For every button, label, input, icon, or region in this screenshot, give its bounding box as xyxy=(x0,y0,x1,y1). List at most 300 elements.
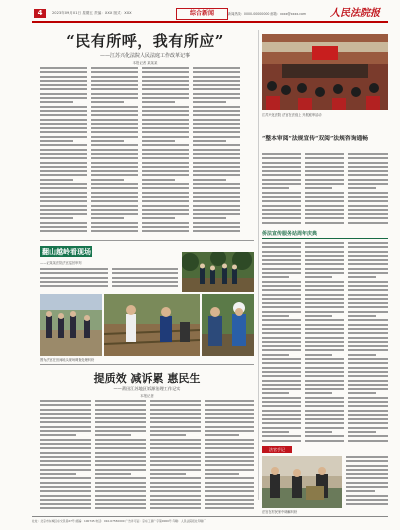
text-line xyxy=(40,80,87,82)
feature-photo-caption: 图为法官在田间地头现场调查处理纠纷 xyxy=(40,358,95,362)
bottom-byline: 本报记者 xyxy=(140,394,154,398)
text-line xyxy=(305,311,344,313)
text-line xyxy=(262,375,301,377)
text-line xyxy=(348,217,388,219)
text-line xyxy=(40,413,91,415)
text-line xyxy=(262,298,301,300)
text-line xyxy=(348,246,388,248)
text-line xyxy=(262,410,301,412)
text-line xyxy=(262,435,301,437)
feature-column-1 xyxy=(40,268,108,290)
text-line xyxy=(150,477,201,479)
text-line xyxy=(142,213,189,215)
text-line xyxy=(262,170,301,172)
text-line xyxy=(346,503,388,505)
text-line xyxy=(348,289,388,291)
right-banner: 侨法宣传服务站周年庆典 xyxy=(262,231,318,237)
text-line xyxy=(262,384,301,386)
text-line xyxy=(193,149,240,151)
text-line xyxy=(348,349,388,351)
text-line xyxy=(40,268,108,270)
text-line xyxy=(262,401,301,403)
text-line xyxy=(40,477,91,479)
text-line xyxy=(305,276,332,278)
text-line xyxy=(91,149,138,151)
text-line xyxy=(95,430,146,432)
courtroom-photo xyxy=(262,34,388,110)
text-line xyxy=(262,255,301,257)
text-line xyxy=(262,354,289,356)
text-line xyxy=(95,426,146,428)
text-line xyxy=(150,456,201,458)
text-line xyxy=(193,110,240,112)
text-line xyxy=(348,435,388,437)
text-line xyxy=(348,324,388,326)
text-line xyxy=(305,410,344,412)
text-line xyxy=(262,431,289,433)
text-line xyxy=(40,507,91,509)
text-line xyxy=(40,439,91,441)
text-line xyxy=(205,499,254,501)
text-line xyxy=(150,417,201,419)
text-line xyxy=(305,349,344,351)
text-line xyxy=(348,345,388,347)
text-line xyxy=(40,93,87,95)
text-line xyxy=(305,255,344,257)
text-line xyxy=(40,464,91,466)
text-line xyxy=(348,200,388,202)
text-line xyxy=(305,354,332,356)
text-line xyxy=(150,507,201,509)
text-line xyxy=(91,166,138,168)
text-line xyxy=(305,166,344,168)
text-line xyxy=(142,192,189,194)
text-line xyxy=(91,174,138,176)
text-line xyxy=(40,460,91,462)
text-line xyxy=(348,414,388,416)
text-line xyxy=(40,417,91,419)
text-line xyxy=(348,268,388,270)
text-line xyxy=(40,443,91,445)
text-line xyxy=(40,421,91,423)
text-line xyxy=(305,272,344,274)
text-line xyxy=(262,263,301,265)
text-line xyxy=(193,226,240,228)
lead-byline: 本报记者 某某某 xyxy=(132,61,158,65)
text-line xyxy=(305,251,344,253)
text-line xyxy=(205,503,254,505)
text-line xyxy=(348,410,388,412)
text-line xyxy=(193,170,240,172)
text-line xyxy=(91,162,138,164)
text-line xyxy=(348,315,376,317)
text-line xyxy=(193,88,240,90)
text-line xyxy=(262,306,301,308)
text-line xyxy=(305,418,344,420)
text-line xyxy=(348,298,388,300)
text-line xyxy=(193,144,240,146)
text-line xyxy=(205,426,254,428)
text-line xyxy=(142,88,189,90)
text-line xyxy=(40,144,87,146)
text-line xyxy=(40,183,87,185)
text-line xyxy=(262,418,301,420)
text-line xyxy=(305,153,344,155)
text-line xyxy=(95,507,146,509)
text-line xyxy=(193,106,240,108)
text-line xyxy=(348,281,388,283)
text-line xyxy=(205,460,254,462)
text-line xyxy=(262,192,301,194)
text-line xyxy=(348,242,388,244)
text-line xyxy=(205,400,254,402)
text-line xyxy=(40,209,87,211)
text-line xyxy=(40,110,87,112)
text-line xyxy=(305,294,344,296)
text-line xyxy=(262,311,301,313)
text-line xyxy=(305,187,332,189)
text-line xyxy=(205,447,254,449)
text-line xyxy=(40,114,87,116)
text-line xyxy=(150,430,201,432)
text-line xyxy=(193,183,240,185)
text-line xyxy=(262,388,301,390)
text-line xyxy=(346,495,388,497)
text-line xyxy=(142,187,189,189)
text-line xyxy=(142,200,189,202)
text-line xyxy=(205,434,239,436)
text-line xyxy=(142,101,175,103)
text-line xyxy=(193,217,226,219)
footer-text: 社址：北京市东城区东交民巷27号 邮编：100745 电话：010-67550000 广告许可证：京东工商广字第0000号 印刷：人民法院报社印刷厂 xyxy=(32,519,207,523)
text-line xyxy=(262,440,301,442)
text-line xyxy=(262,200,301,202)
text-line xyxy=(262,213,301,215)
text-line xyxy=(150,490,201,492)
text-line xyxy=(205,456,254,458)
text-line xyxy=(40,404,91,406)
text-line xyxy=(95,434,131,436)
text-line xyxy=(142,127,189,129)
text-line xyxy=(305,422,344,424)
text-line xyxy=(305,332,344,334)
text-line xyxy=(305,319,344,321)
text-line xyxy=(305,397,344,399)
text-line xyxy=(205,443,254,445)
text-line xyxy=(40,226,87,228)
text-line xyxy=(348,311,388,313)
text-line xyxy=(91,119,138,121)
text-line xyxy=(262,349,301,351)
text-line xyxy=(262,337,301,339)
text-line xyxy=(91,157,138,159)
text-line xyxy=(348,179,388,181)
text-line xyxy=(348,222,388,224)
text-line xyxy=(305,298,344,300)
text-line xyxy=(205,507,254,509)
contact-line: 新闻热线：0000-00000000 邮箱：xxxx@xxxx.com xyxy=(228,12,307,16)
text-line xyxy=(40,106,87,108)
text-line xyxy=(193,162,240,164)
text-line xyxy=(262,242,301,244)
text-line xyxy=(305,289,344,291)
text-line xyxy=(348,187,376,189)
text-line xyxy=(346,486,388,488)
feature-photo-village xyxy=(40,294,102,356)
text-line xyxy=(95,447,146,449)
text-line xyxy=(40,452,91,454)
text-line xyxy=(348,259,388,261)
text-line xyxy=(205,464,254,466)
feature-photo-field xyxy=(104,294,200,356)
text-line xyxy=(150,495,201,497)
bottom-subheadline: ——莆田江苏地区诉源治理工作记实 xyxy=(113,386,181,391)
text-line xyxy=(305,401,344,403)
text-line xyxy=(205,404,254,406)
text-line xyxy=(142,183,189,185)
text-line xyxy=(305,414,344,416)
text-line xyxy=(348,418,388,420)
text-line xyxy=(91,187,138,189)
text-line xyxy=(348,354,376,356)
text-line xyxy=(305,435,344,437)
text-line xyxy=(262,362,301,364)
text-line xyxy=(91,209,138,211)
text-line xyxy=(348,183,388,185)
text-line xyxy=(348,174,388,176)
text-line xyxy=(348,388,388,390)
text-line xyxy=(142,196,189,198)
text-line xyxy=(150,464,201,466)
text-line xyxy=(305,380,344,382)
footer-rule xyxy=(32,516,388,517)
text-line xyxy=(142,131,189,133)
text-line xyxy=(305,174,344,176)
text-line xyxy=(305,358,344,360)
text-line xyxy=(95,443,146,445)
text-line xyxy=(193,136,240,138)
text-line xyxy=(150,473,186,475)
text-line xyxy=(262,397,301,399)
text-line xyxy=(262,319,301,321)
text-line xyxy=(193,84,240,86)
text-line xyxy=(150,439,201,441)
text-line xyxy=(95,499,146,501)
bottom-headline: 提质效 减诉累 惠民生 xyxy=(93,372,201,385)
text-line xyxy=(95,464,146,466)
text-line xyxy=(348,205,388,207)
text-line xyxy=(150,503,201,505)
text-line xyxy=(150,469,201,471)
right-story-column-1 xyxy=(262,153,301,225)
text-line xyxy=(262,205,301,207)
text-line xyxy=(95,400,146,402)
text-line xyxy=(95,413,146,415)
text-line xyxy=(262,367,301,369)
right-mid-column-3 xyxy=(348,242,388,442)
text-line xyxy=(91,67,138,69)
text-line xyxy=(193,209,240,211)
text-line xyxy=(262,380,301,382)
text-line xyxy=(91,200,138,202)
text-line xyxy=(40,482,91,484)
text-line xyxy=(305,213,344,215)
text-line xyxy=(95,469,146,471)
text-line xyxy=(346,499,388,501)
text-line xyxy=(142,140,175,142)
text-line xyxy=(262,179,301,181)
text-line xyxy=(348,263,388,265)
text-line xyxy=(262,187,289,189)
text-line xyxy=(142,136,189,138)
text-line xyxy=(348,328,388,330)
text-line xyxy=(91,97,138,99)
text-line xyxy=(305,217,344,219)
text-line xyxy=(305,246,344,248)
text-line xyxy=(40,123,87,125)
text-line xyxy=(142,76,189,78)
text-line xyxy=(91,127,138,129)
text-line xyxy=(348,362,388,364)
bottom-column-1 xyxy=(40,400,91,512)
text-line xyxy=(305,324,344,326)
text-line xyxy=(262,251,301,253)
text-line xyxy=(40,136,87,138)
right-banner-rule xyxy=(262,238,388,239)
text-line xyxy=(262,345,301,347)
text-line xyxy=(112,268,178,270)
feature-photo-forest xyxy=(182,252,254,292)
text-line xyxy=(91,226,138,228)
text-line xyxy=(205,452,254,454)
text-line xyxy=(40,217,73,219)
text-line xyxy=(348,209,388,211)
text-line xyxy=(40,213,87,215)
text-line xyxy=(262,422,301,424)
lead-headline: “民有所呼，我有所应” xyxy=(66,32,224,50)
text-line xyxy=(205,495,254,497)
text-line xyxy=(348,380,388,382)
text-line xyxy=(91,84,138,86)
text-line xyxy=(40,456,91,458)
text-line xyxy=(142,67,189,69)
text-line xyxy=(305,337,344,339)
text-line xyxy=(346,465,388,467)
text-line xyxy=(346,473,388,475)
text-line xyxy=(262,166,301,168)
bottom-column-3 xyxy=(150,400,201,512)
text-line xyxy=(91,196,138,198)
text-line xyxy=(193,196,240,198)
text-line xyxy=(305,170,344,172)
right-story-column-2 xyxy=(305,153,344,225)
text-line xyxy=(346,460,388,462)
text-line xyxy=(40,157,87,159)
text-line xyxy=(40,400,91,402)
text-line xyxy=(348,192,388,194)
text-line xyxy=(262,414,301,416)
text-line xyxy=(348,319,388,321)
text-line xyxy=(95,409,146,411)
text-line xyxy=(150,434,186,436)
section-tag: 综合新闻 xyxy=(176,8,228,20)
text-line xyxy=(193,179,226,181)
text-line xyxy=(193,140,226,142)
text-line xyxy=(262,259,301,261)
text-line xyxy=(95,404,146,406)
text-line xyxy=(91,136,138,138)
text-line xyxy=(142,84,189,86)
feature-photo-interview xyxy=(202,294,254,356)
page-number-badge: 4 xyxy=(34,9,46,18)
text-line xyxy=(112,272,178,274)
text-line xyxy=(262,302,301,304)
text-line xyxy=(305,431,332,433)
text-line xyxy=(346,490,375,492)
text-line xyxy=(305,302,344,304)
text-line xyxy=(91,144,138,146)
right-story-column-3 xyxy=(348,153,388,225)
bottom-column-4 xyxy=(205,400,254,512)
text-line xyxy=(348,367,388,369)
text-line xyxy=(262,246,301,248)
bottom-right-tag: 法官手记 xyxy=(262,446,292,453)
text-line xyxy=(40,192,87,194)
text-line xyxy=(262,281,301,283)
text-line xyxy=(348,285,388,287)
text-line xyxy=(348,427,388,429)
text-line xyxy=(193,71,240,73)
text-line xyxy=(262,332,301,334)
text-line xyxy=(95,486,146,488)
text-line xyxy=(262,324,301,326)
text-line xyxy=(348,162,388,164)
text-line xyxy=(348,392,376,394)
text-line xyxy=(346,469,388,471)
text-line xyxy=(262,174,301,176)
text-line xyxy=(262,371,301,373)
text-line xyxy=(95,460,146,462)
text-line xyxy=(95,503,146,505)
text-line xyxy=(262,289,301,291)
text-line xyxy=(142,71,189,73)
text-line xyxy=(305,328,344,330)
text-line xyxy=(193,93,240,95)
lead-column-4 xyxy=(193,67,240,235)
right-mid-column-1 xyxy=(262,242,301,442)
text-line xyxy=(40,469,91,471)
text-line xyxy=(348,431,376,433)
text-line xyxy=(305,192,344,194)
text-line xyxy=(305,268,344,270)
text-line xyxy=(142,149,189,151)
text-line xyxy=(193,80,240,82)
text-line xyxy=(91,114,138,116)
text-line xyxy=(40,162,87,164)
text-line xyxy=(142,174,189,176)
text-line xyxy=(150,421,201,423)
text-line xyxy=(142,230,189,232)
text-line xyxy=(305,179,344,181)
text-line xyxy=(112,281,178,283)
text-line xyxy=(91,179,124,181)
text-line xyxy=(95,477,146,479)
text-line xyxy=(142,205,189,207)
text-line xyxy=(305,209,344,211)
text-line xyxy=(112,285,178,287)
text-line xyxy=(142,226,189,228)
text-line xyxy=(142,166,189,168)
